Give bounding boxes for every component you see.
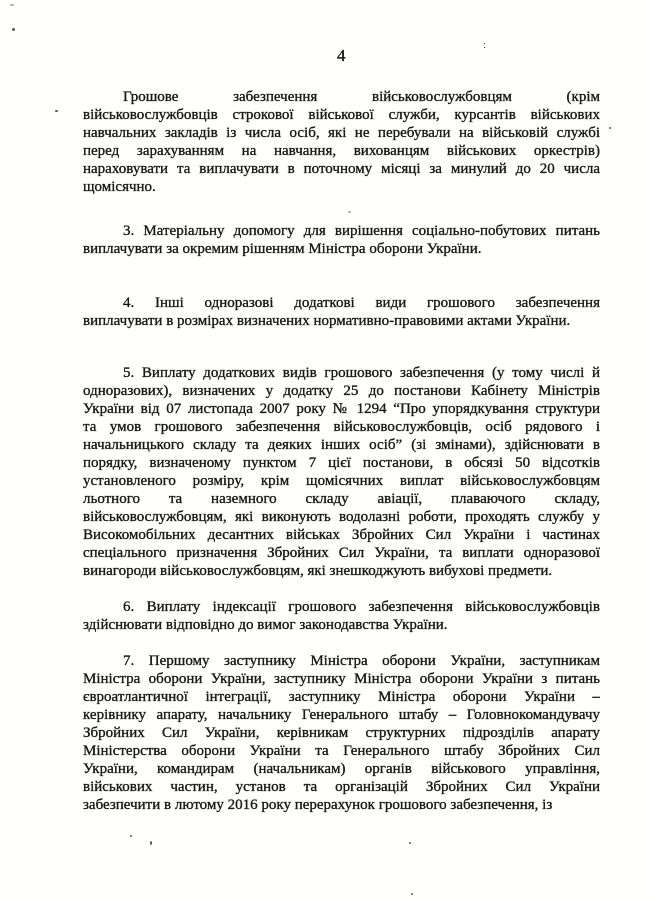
scan-speck (10, 4, 14, 6)
text-line: 5. Виплату додаткових видів грошового забезпечення (у тому числі й (123, 365, 600, 381)
text-line: установленого розміру, крім щомісячних виплат військовослужбовцям (83, 473, 600, 489)
text-line: начальницького складу та деяких інших осіб” (зі змінами), здійснювати в (83, 437, 600, 453)
text-line: керівнику апарату, начальнику Генерального штабу – Головнокомандувачу (83, 707, 600, 723)
text-line: льотного та наземного складу авіації, плаваючого складу, (83, 491, 600, 507)
text-line: 4. Інші одноразові додаткові види грошового забезпечення (123, 295, 600, 311)
text-line: 3. Матеріальну допомогу для вирішення соціально-побутових питань (123, 223, 600, 239)
paragraph-item-5-additional-payments (83, 364, 600, 580)
text-line: військових частин, установ та організацій Збройних Сил України (83, 779, 600, 795)
text-line: Високомобільних десантних військах Збройних Сил України і частинах (83, 527, 600, 543)
text-line: нараховувати та виплачувати в поточному місяці за минулий до 20 числа (83, 161, 600, 177)
text-line: виплачувати в розмірах визначених нормативно-правовими актами України. (83, 313, 571, 329)
scan-artifact-colon: : (483, 39, 487, 51)
text-line: спеціального призначення Збройних Сил України, та виплати одноразової (83, 545, 600, 561)
text-line: Міністра оборони України, заступнику Міністра оборони України з питань (83, 671, 600, 687)
text-line: та умов грошового забезпечення військовослужбовців, осіб рядового і (83, 419, 600, 435)
text-line: 7. Першому заступнику Міністра оборони України, заступникам (123, 653, 600, 669)
scan-speck (409, 842, 411, 844)
text-line: щомісячно. (83, 179, 156, 195)
text-line: навчальних закладів із числа осіб, які не перебували на військовій службі (83, 125, 600, 141)
scan-speck (55, 110, 58, 112)
text-line: винагороди військовослужбовцям, які знешкоджують вибухові предмети. (83, 563, 553, 579)
text-line: Грошове забезпечення військовослужбовцям (крім (123, 89, 600, 105)
text-line: забезпечити в лютому 2016 року перерахунок грошового забезпечення, із (83, 797, 553, 813)
text-line: здійснювати відповідно до вимог законодавства України. (83, 617, 448, 633)
scan-speck (130, 835, 132, 837)
paragraph-item-4-one-time-allowances (83, 294, 600, 330)
text-line: військовослужбовців строкової військової служби, курсантів військових (83, 107, 600, 123)
paragraph-item-6-indexation (83, 598, 600, 634)
scan-speck (411, 893, 413, 895)
text-line: євроатлантичної інтеграції, заступнику Міністра оборони України – (83, 689, 600, 705)
paragraph-item-7-recalculation-order (83, 652, 600, 814)
text-line: одноразових), визначених у додатку 25 до постанови Кабінету Міністрів (83, 383, 600, 399)
page-number: 4 (337, 46, 346, 65)
scan-speck (150, 841, 152, 845)
text-line: перед зарахуванням на навчання, вихованцям військових оркестрів) (83, 143, 600, 159)
scan-speck (348, 211, 351, 213)
text-line: України від 07 листопада 2007 року № 1294 “Про упорядкування структури (83, 401, 600, 417)
paragraph-item-3-material-aid (83, 222, 600, 258)
paragraph-allowance-payment-terms (83, 88, 600, 196)
text-line: Збройних Сил України, керівникам структурних підрозділів апарату (83, 725, 600, 741)
text-line: військовослужбовцям, які виконують водолазні роботи, проходять службу у (83, 509, 600, 525)
document-text-block (83, 88, 600, 814)
text-line: виплачувати за окремим рішенням Міністра оборони України. (83, 241, 482, 257)
scan-speck (12, 28, 15, 31)
text-line: Міністерства оборони України та Генерального штабу Збройних Сил (83, 743, 600, 759)
text-line: порядку, визначеному пунктом 7 цієї постанови, в обсязі 50 відсотків (83, 455, 600, 471)
text-line: 6. Виплату індексації грошового забезпечення військовослужбовців (123, 599, 600, 615)
scan-speck (609, 127, 611, 129)
text-line: України, командирам (начальникам) органів військового управління, (83, 761, 600, 777)
